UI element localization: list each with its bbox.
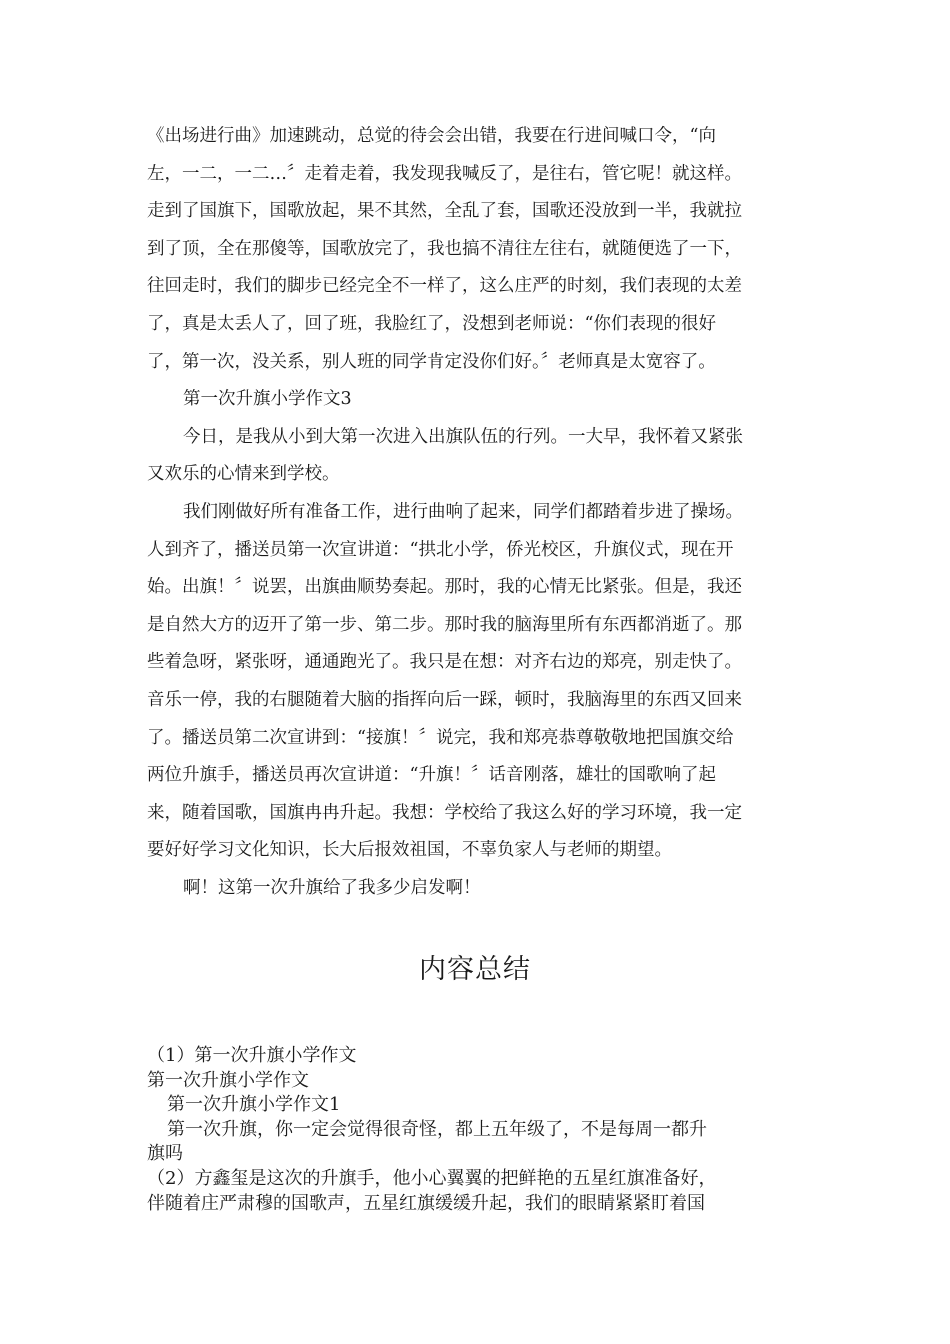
summary-line: 伴随着庄严肃穆的国歌声，五星红旗缓缓升起，我们的眼睛紧紧盯着国 — [147, 1192, 705, 1214]
summary-line: （1）第一次升旗小学作文 — [147, 1045, 357, 1066]
essay-line: 走到了国旗下，国歌放起，果不其然，全乱了套，国歌还没放到一半，我就拉 — [147, 201, 742, 222]
essay-line: 始。出旗！〞说罢，出旗曲顺势奏起。那时，我的心情无比紧张。但是，我还 — [147, 577, 742, 598]
essay-line: 两位升旗手，播送员再次宣讲道：“升旗！〞话音刚落，雄壮的国歌响了起 — [147, 765, 716, 786]
summary-body — [147, 1044, 803, 1216]
essay-line: 往回走时，我们的脚步已经完全不一样了，这么庄严的时刻，我们表现的太差 — [147, 276, 742, 297]
essay-line: 人到齐了，播送员第一次宣讲道：“拱北小学，侨光校区，升旗仪式，现在开 — [147, 539, 734, 560]
essay-line: 左，一二，一二…〞走着走着，我发现我喊反了，是往右，管它呢！就这样。 — [147, 163, 742, 184]
essay-line: 到了顶，全在那傻等，国歌放完了，我也搞不清往左往右，就随便选了一下， — [147, 238, 742, 259]
essay-line: 《出场进行曲》加速跳动，总觉的待会会出错，我要在行进间喊口令，“向 — [147, 126, 716, 146]
essay-body — [147, 118, 803, 907]
summary-line: 第一次升旗小学作文1 — [167, 1094, 341, 1116]
essay-line: 了。播送员第二次宣讲到：“接旗！〞说完，我和郑亮恭尊敬敬地把国旗交给 — [147, 727, 734, 748]
summary-line: 第一次升旗小学作文 — [147, 1069, 309, 1091]
essay-line: 今日，是我从小到大第一次进入出旗队伍的行列。一大早，我怀着又紧张 — [183, 426, 743, 447]
essay-heading-3: 第一次升旗小学作文3 — [183, 389, 352, 410]
summary-title: 内容总结 — [419, 954, 531, 985]
essay-line: 我们刚做好所有准备工作，进行曲响了起来，同学们都踏着步进了操场。 — [183, 501, 743, 522]
essay-line: 了，第一次，没关系，别人班的同学肯定没你们好。〞老师真是太宽容了。 — [147, 351, 716, 372]
summary-line: （2）方鑫玺是这次的升旗手，他小心翼翼的把鲜艳的五星红旗准备好， — [147, 1167, 717, 1189]
essay-line: 又欢乐的心情来到学校。 — [147, 464, 340, 485]
essay-line: 是自然大方的迈开了第一步、第二步。那时我的脑海里所有东西都消逝了。那 — [147, 614, 742, 635]
essay-line: 些着急呀，紧张呀，通通跑光了。我只是在想：对齐右边的郑亮，别走快了。 — [147, 652, 742, 673]
essay-line: 来，随着国歌，国旗冉冉升起。我想：学校给了我这么好的学习环境，我一定 — [147, 802, 742, 823]
summary-line: 旗吗 — [147, 1143, 183, 1165]
summary-line: 第一次升旗，你一定会觉得很奇怪，都上五年级了，不是每周一都升 — [167, 1118, 707, 1140]
essay-line: 要好好学习文化知识，长大后报效祖国，不辜负家人与老师的期望。 — [147, 840, 672, 861]
essay-line: 了，真是太丢人了，回了班，我脸红了，没想到老师说：“你们表现的很好 — [147, 313, 716, 334]
essay-line: 啊！这第一次升旗给了我多少启发啊！ — [183, 877, 481, 898]
essay-line: 音乐一停，我的右腿随着大脑的指挥向后一踩，顿时，我脑海里的东西又回来 — [147, 689, 742, 710]
